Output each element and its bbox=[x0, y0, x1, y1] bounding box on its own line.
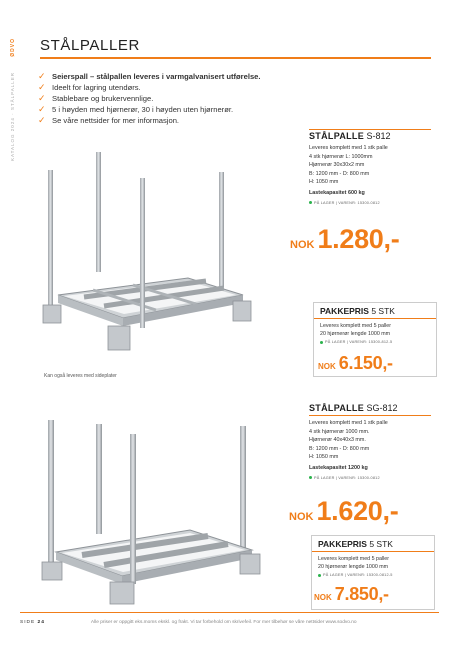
stock-dot-icon bbox=[320, 341, 323, 344]
feature-item: ✓ Stablebare og brukervennlige. bbox=[38, 93, 154, 103]
steel-pallet-image bbox=[38, 150, 268, 360]
product-title: STÅLPALLE SG-812 bbox=[309, 403, 398, 413]
product-details: Leveres komplett med 1 stk palle 4 stk hjørnerør L: 1000mm Hjørnerør 30x30x2 mm B: 1200 mm - D: 800 mm H: 1050 mm Lastekapasitet 600 kg bbox=[309, 145, 388, 196]
package-price: NOK 6.150,- bbox=[318, 353, 393, 373]
package-title: PAKKEPRIS 5 STK bbox=[314, 303, 436, 319]
stock-status: PÅ LAGER | VARENR: 15300-0812 bbox=[309, 201, 435, 205]
page-number: SIDE 24 bbox=[20, 620, 45, 625]
check-icon: ✓ bbox=[38, 71, 46, 81]
title-divider bbox=[40, 57, 431, 59]
feature-list bbox=[38, 71, 261, 126]
feature-item: ✓ Seierspall – stålpallen leveres i varmgalvanisert utførelse. bbox=[38, 71, 261, 81]
stock-dot-icon bbox=[318, 574, 321, 577]
check-icon: ✓ bbox=[38, 104, 46, 114]
package-title: PAKKEPRIS 5 STK bbox=[312, 536, 434, 552]
product-details: Leveres komplett med 1 stk palle 4 stk hjørnerør 1000 mm. Hjørnerør 40x40x3 mm. B: 1200 mm - D: 800 mm H: 1050 mm Lastekapasitet 1200 kg bbox=[309, 420, 388, 471]
footer-divider bbox=[20, 612, 439, 613]
stock-status: PÅ LAGER | VARENR: 15300-812-5 bbox=[314, 340, 436, 344]
image-caption: Kan også leveres med sideplater bbox=[44, 373, 117, 379]
package-details: Leveres komplett med 5 paller 20 hjørnerør lengde 1000 mm bbox=[318, 556, 389, 571]
product-price: NOK 1.620,- bbox=[289, 496, 399, 526]
product-price: NOK 1.280,- bbox=[290, 224, 400, 254]
stock-dot-icon bbox=[309, 476, 312, 479]
sidebar-section: KATALOG 2024 · STÅLPALLER bbox=[10, 72, 15, 162]
package-price-box bbox=[311, 535, 435, 610]
check-icon: ✓ bbox=[38, 115, 46, 125]
product-spec-s812 bbox=[309, 131, 435, 205]
stock-status: PÅ LAGER | VARENR: 15300-0812-5 bbox=[312, 573, 434, 577]
footer-note: Alle priser er oppgitt eks.moms ekskl. og frakt. Vi tar forbehold om skrivefeil. For mer tilbehør se våre nettsider www.sodvo.no bbox=[90, 620, 357, 625]
stock-status: PÅ LAGER | VARENR: 15300-0812 bbox=[309, 476, 435, 480]
spec-divider bbox=[309, 129, 431, 130]
package-price-box bbox=[313, 302, 437, 377]
feature-item: ✓ 5 i høyden med hjørnerør, 30 i høyden uten hjørnerør. bbox=[38, 104, 234, 114]
product-spec-sg812 bbox=[309, 403, 435, 480]
check-icon: ✓ bbox=[38, 82, 46, 92]
feature-item: ✓ Se våre nettsider for mer informasjon. bbox=[38, 115, 180, 125]
check-icon: ✓ bbox=[38, 93, 46, 103]
feature-item: ✓ Ideelt for lagring utendørs. bbox=[38, 82, 141, 92]
package-details: Leveres komplett med 5 paller 20 hjørnerør lengde 1000 mm bbox=[320, 323, 391, 338]
stock-dot-icon bbox=[309, 201, 312, 204]
sidebar-brand: ØDVO bbox=[10, 38, 16, 57]
product-title: STÅLPALLE S-812 bbox=[309, 131, 391, 141]
steel-pallet-image bbox=[30, 412, 270, 607]
page-title: STÅLPALLER bbox=[40, 37, 140, 54]
package-price: NOK 7.850,- bbox=[314, 584, 389, 604]
page-footer bbox=[20, 620, 357, 625]
